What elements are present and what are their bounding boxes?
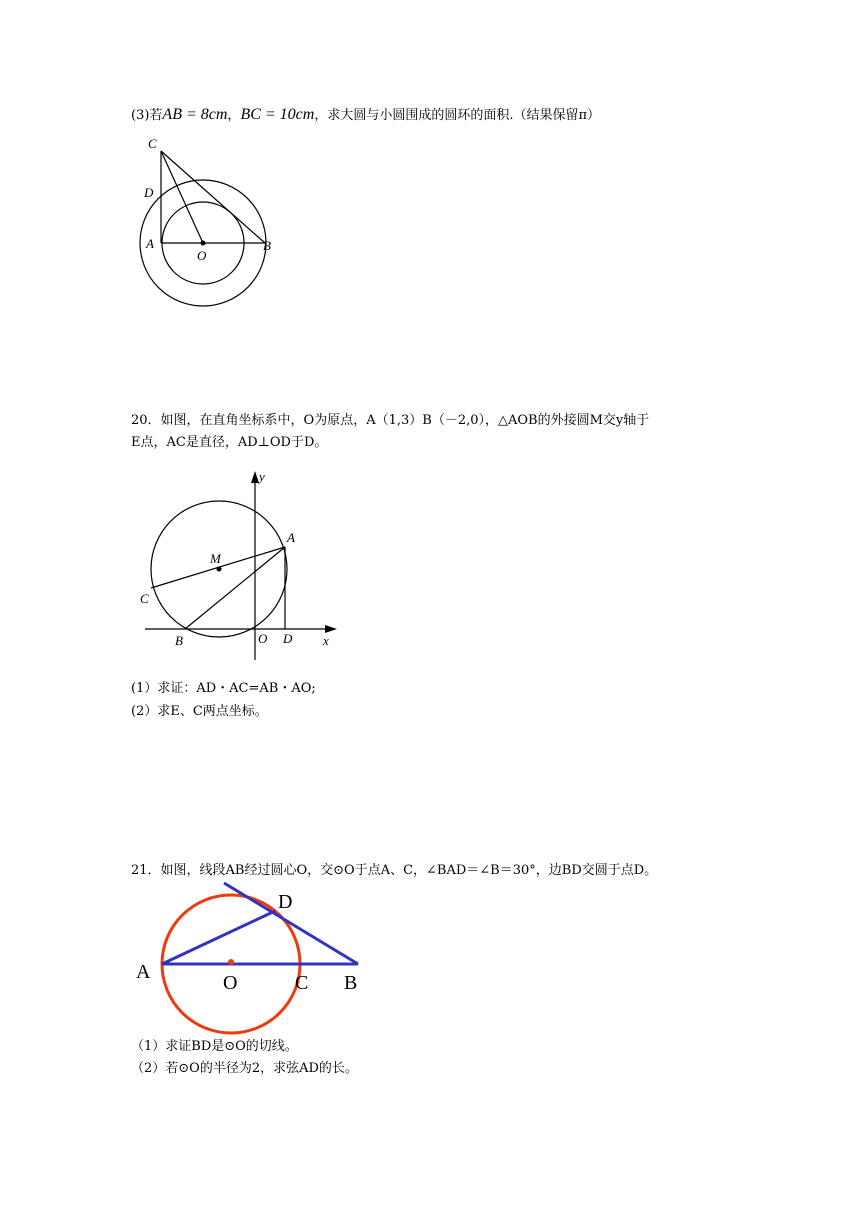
label-C: C [295,972,309,994]
problem20-line2: E点，AC是直径，AD⊥OD于D。 [131,435,328,450]
label-A: A [287,530,295,545]
part3-prefix: (3)若 [131,108,163,123]
label-B: B [263,238,271,253]
problem21-line1: 21．如图，线段AB经过圆心O，交⊙O于点A、C，∠BAD＝∠B＝30°，边BD交圆于点D。 [131,863,658,878]
label-O: O [223,972,238,994]
label-D: D [144,185,154,200]
label-A: A [136,961,151,983]
problem21-q1: （1）求证BD是⊙O的切线。 [131,1039,298,1054]
problem20-q1: (1）求证：AD・AC=AB・AO; [131,681,316,696]
part3-suffix: ，求大圆与小圆围成的圆环的面积.（结果保留π） [314,108,601,123]
label-B: B [175,633,183,648]
annulus-figure [128,130,288,320]
problem20-line1: 20．如图，在直角坐标系中，O为原点，A（1,3）B（－2,0），△AOB的外接圆M交y轴于 [131,413,650,428]
label-B: B [344,972,358,994]
label-D: D [283,631,293,646]
label-D: D [278,891,293,913]
label-C: C [148,136,157,151]
part3-separator: ， [227,108,241,123]
problem19-part3-text [131,106,600,125]
coordinate-circle-figure [135,465,350,660]
label-C: C [140,591,149,606]
label-y: y [259,469,265,484]
label-M: M [210,551,221,566]
problem20-q2: (2）求E、C两点坐标。 [131,704,268,719]
label-x: x [323,633,329,648]
bc-formula: BC = 10cm [240,106,315,123]
ab-formula: AB = 8cm [162,106,228,123]
tangent-circle-figure [130,878,370,1038]
label-A: A [146,236,154,251]
label-O: O [258,631,268,646]
problem21-q2: （2）若⊙O的半径为2，求弦AD的长。 [131,1061,358,1076]
label-O: O [197,248,207,263]
